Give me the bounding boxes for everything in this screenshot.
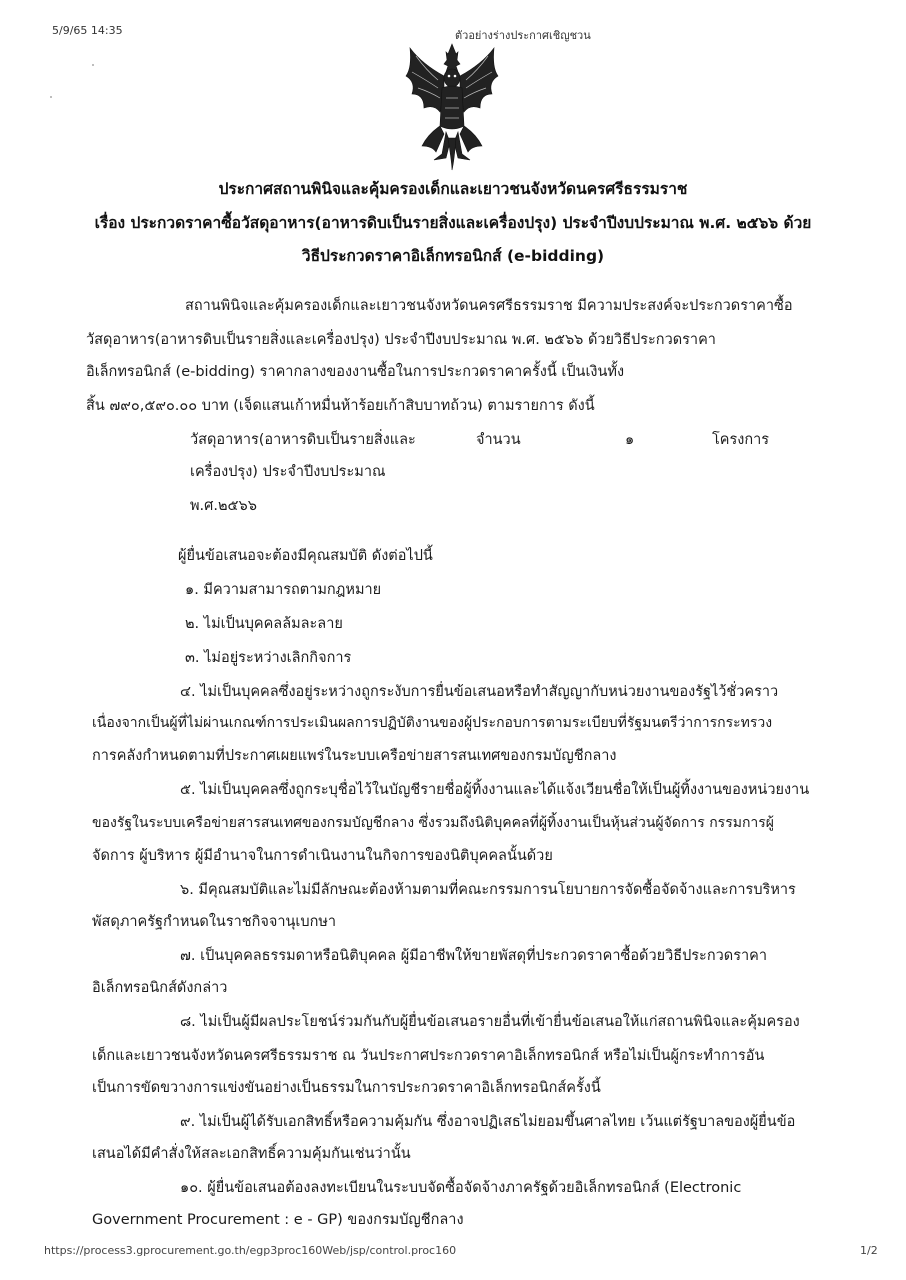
print-datetime: 5/9/65 14:35 xyxy=(52,24,123,37)
qualification-item: เสนอได้มีคำสั่งให้สละเอกสิทธิ์ความคุ้มกันเช่นว่านั้น xyxy=(92,1146,411,1162)
page-number: 1/2 xyxy=(860,1244,878,1257)
qualification-item: ๙. ไม่เป็นผู้ได้รับเอกสิทธิ์หรือความคุ้มกัน ซึ่งอาจปฏิเสธไม่ยอมขึ้นศาลไทย เว้นแต่รัฐบาลของผู้ยื่นข้อ xyxy=(180,1114,796,1130)
announcement-title: ประกาศสถานพินิจและคุ้มครองเด็กและเยาวชนจังหวัดนครศรีธรรมราช xyxy=(218,180,688,198)
qualification-item: ๒. ไม่เป็นบุคคลล้มละลาย xyxy=(185,616,343,632)
qualification-item: ๔. ไม่เป็นบุคคลซึ่งอยู่ระหว่างถูกระงับการยื่นข้อเสนอหรือทำสัญญากับหน่วยงานของรัฐไว้ชั่วคราว xyxy=(180,684,779,700)
announcement-subject: เรื่อง ประกวดราคาซื้อวัสดุอาหาร(อาหารดิบเป็นรายสิ่งและเครื่องปรุง) ประจำปีงบประมาณ พ.ศ. ๒๕๖๖ ด้วย xyxy=(94,214,812,232)
qualification-item: ของรัฐในระบบเครือข่ายสารสนเทศของกรมบัญชีกลาง ซึ่งรวมถึงนิติบุคคลที่ผู้ทิ้งงานเป็นหุ้นส่วนผู้จัดการ กรรมการผู้ xyxy=(92,815,775,831)
qualification-item: จัดการ ผู้บริหาร ผู้มีอำนาจในการดำเนินงานในกิจการของนิติบุคคลนั้นด้วย xyxy=(92,848,553,864)
qualification-item: เป็นการขัดขวางการแข่งขันอย่างเป็นธรรมในการประกวดราคาอิเล็กทรอนิกส์ครั้งนี้ xyxy=(92,1080,601,1096)
item-name: พ.ศ.๒๕๖๖ xyxy=(190,498,257,514)
intro-line: สิ้น ๗๙๐,๕๙๐.๐๐ บาท (เจ็ดแสนเก้าหมื่นห้าร้อยเก้าสิบบาทถ้วน) ตามรายการ ดังนี้ xyxy=(86,398,595,414)
qualification-heading: ผู้ยื่นข้อเสนอจะต้องมีคุณสมบัติ ดังต่อไปนี้ xyxy=(178,548,433,564)
qualification-item: ๗. เป็นบุคคลธรรมดาหรือนิติบุคคล ผู้มีอาชีพให้ขายพัสดุที่ประกวดราคาซื้อด้วยวิธีประกวดราคา xyxy=(180,948,767,964)
item-qty-label: จำนวน xyxy=(476,432,521,448)
qualification-item: Government Procurement : e - GP) ของกรมบัญชีกลาง xyxy=(92,1212,464,1228)
item-unit: โครงการ xyxy=(712,432,770,448)
qualification-item: ๖. มีคุณสมบัติและไม่มีลักษณะต้องห้ามตามที่คณะกรรมการนโยบายการจัดซื้อจัดจ้างและการบริหาร xyxy=(180,882,796,898)
qualification-item: เนื่องจากเป็นผู้ที่ไม่ผ่านเกณฑ์การประเมินผลการปฏิบัติงานของผู้ประกอบการตามระเบียบที่รัฐมนตรีว่าการกระทรวง xyxy=(92,715,773,731)
qualification-item: เด็กและเยาวชนจังหวัดนครศรีธรรมราช ณ วันประกาศประกวดราคาอิเล็กทรอนิกส์ หรือไม่เป็นผู้กระทำการอัน xyxy=(92,1048,765,1064)
footer-url: https://process3.gprocurement.go.th/egp3proc160Web/jsp/control.proc160 xyxy=(44,1244,457,1257)
announcement-subject-cont: วิธีประกวดราคาอิเล็กทรอนิกส์ (e-bidding) xyxy=(301,247,605,265)
qualification-item: ๑. มีความสามารถตามกฎหมาย xyxy=(185,582,382,598)
intro-line: สถานพินิจและคุ้มครองเด็กและเยาวชนจังหวัดนครศรีธรรมราช มีความประสงค์จะประกวดราคาซื้อ xyxy=(185,298,793,314)
qualification-item: อิเล็กทรอนิกส์ดังกล่าว xyxy=(92,980,228,996)
scan-speck xyxy=(50,96,52,98)
intro-line: อิเล็กทรอนิกส์ (e-bidding) ราคากลางของงานซื้อในการประกวดราคาครั้งนี้ เป็นเงินทั้ง xyxy=(86,364,625,380)
qualification-item: ๑๐. ผู้ยื่นข้อเสนอต้องลงทะเบียนในระบบจัดซื้อจัดจ้างภาครัฐด้วยอิเล็กทรอนิกส์ (Electronic xyxy=(180,1180,742,1196)
draft-label: ตัวอย่างร่างประกาศเชิญชวน xyxy=(455,29,591,42)
item-name: เครื่องปรุง) ประจำปีงบประมาณ xyxy=(190,464,386,480)
item-qty: ๑ xyxy=(625,432,635,448)
garuda-emblem xyxy=(402,42,502,172)
qualification-item: ๓. ไม่อยู่ระหว่างเลิกกิจการ xyxy=(185,650,352,666)
qualification-item: ๘. ไม่เป็นผู้มีผลประโยชน์ร่วมกันกับผู้ยื่นข้อเสนอรายอื่นที่เข้ายื่นข้อเสนอให้แก่สถานพินิจและคุ้มครอง xyxy=(180,1014,800,1030)
scan-speck xyxy=(92,64,94,66)
qualification-item: การคลังกำหนดตามที่ประกาศเผยแพร่ในระบบเครือข่ายสารสนเทศของกรมบัญชีกลาง xyxy=(92,748,617,764)
qualification-item: พัสดุภาครัฐกำหนดในราชกิจจานุเบกษา xyxy=(92,914,337,930)
qualification-item: ๕. ไม่เป็นบุคคลซึ่งถูกระบุชื่อไว้ในบัญชีรายชื่อผู้ทิ้งงานและได้แจ้งเวียนชื่อให้เป็นผู้ทิ้งงานของหน่วยงาน xyxy=(180,782,810,798)
item-name: วัสดุอาหาร(อาหารดิบเป็นรายสิ่งและ xyxy=(190,432,416,448)
intro-line: วัสดุอาหาร(อาหารดิบเป็นรายสิ่งและเครื่องปรุง) ประจำปีงบประมาณ พ.ศ. ๒๕๖๖ ด้วยวิธีประกวดราคา xyxy=(86,332,716,348)
